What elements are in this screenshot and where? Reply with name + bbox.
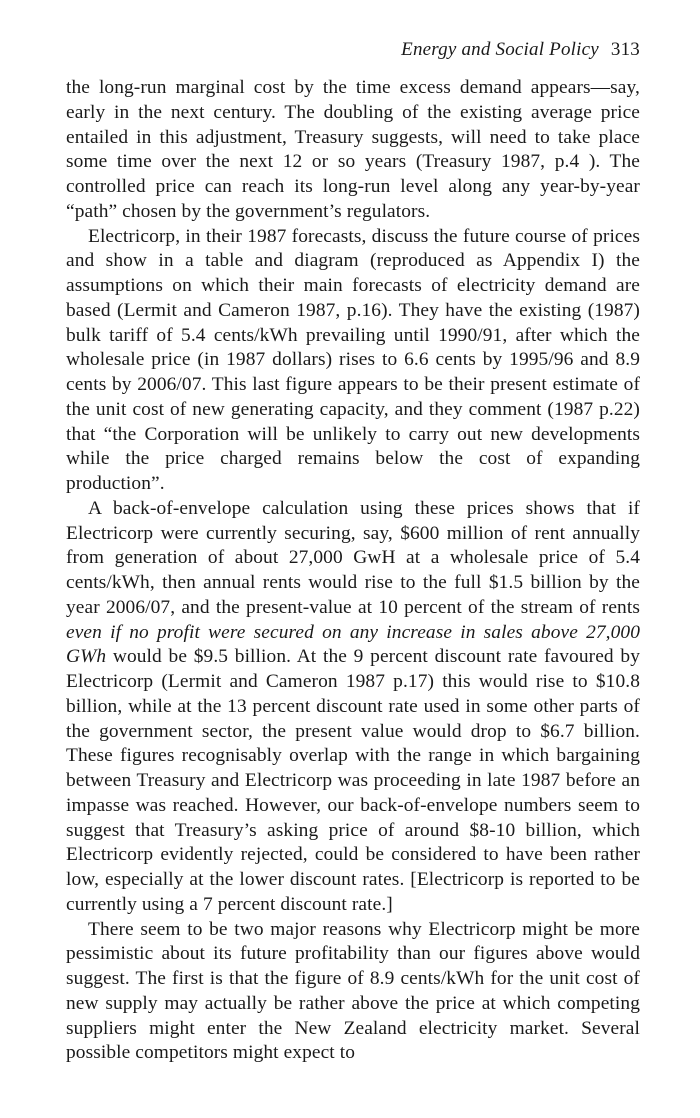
paragraph-1-text: the long-run marginal cost by the time excess demand appears—say, early in the next century. The doubling of the existing average price entailed in this adjustment, Treasury suggests, will need to take place some time over the next 12 or so years (Treasury 1987, p.4 ). The controlled price can reach its long-run level along any year-by-year “path” chosen by the government’s regulators.	[66, 77, 640, 222]
paragraph-3-emphasis: even if no profit were secured on any increase in sales above 27,000 GWh	[66, 621, 640, 668]
paragraph-2	[66, 225, 640, 497]
page-number: 313	[610, 39, 640, 60]
paragraph-4	[66, 918, 640, 1067]
paragraph-4-text: There seem to be two major reasons why Electricorp might be more pessimistic about its future profitability than our figures above would suggest. The first is that the figure of 8.9 cents/kWh for the unit cost of new supply may actually be rather above the price at which competing suppliers might enter the New Zealand electricity market. Several possible competitors might expect to	[66, 918, 640, 1064]
running-header	[66, 38, 640, 62]
paragraph-3-text-end: would be $9.5 billion. At the 9 percent discount rate favoured by Electricorp (Lermit and Cameron 1987 p.17) this would rise to $10.8 billion, while at the 13 percent discount rate used in some other parts of the government sector, the present value would drop to $6.7 billion. These figures recognisably overlap with the range in which bargaining between Treasury and Electricorp was proceeding in late 1987 before an impasse was reached. However, our back-of-envelope numbers seem to suggest that Treasury’s asking price of around $8-10 billion, which Electricorp evidently rejected, could be considered to have been rather low, especially at the lower discount rates. [Electricorp is reported to be currently using a 7 percent discount rate.]	[66, 646, 640, 915]
paragraph-1	[66, 76, 640, 225]
paragraph-3	[66, 497, 640, 918]
paragraph-2-text: Electricorp, in their 1987 forecasts, discuss the future course of prices and show in a table and diagram (reproduced as Appendix I) the assumptions on which their main forecasts of electricity demand are based (Lermit and Cameron 1987, p.16). They have the existing (1987) bulk tariff of 5.4 cents/kWh prevailing until 1990/91, after which the wholesale price (in 1987 dollars) rises to 6.6 cents by 1995/96 and 8.9 cents by 2006/07. This last figure appears to be their present estimate of the unit cost of new generating capacity, and they comment (1987 p.22) that “the Corporation will be unlikely to carry out new developments while the price charged remains below the cost of expanding production”.	[66, 225, 640, 494]
running-head-title: Energy and Social Policy	[401, 39, 599, 60]
paragraph-3-text-start: A back-of-envelope calculation using these prices shows that if Electricorp were currently securing, say, $600 million of rent annually from generation of about 27,000 GwH at a wholesale price of 5.4 cents/kWh, then annual rents would rise to the full $1.5 billion by the year 2006/07, and the present-value at 10 percent of the stream of rents	[66, 497, 640, 618]
book-page	[66, 38, 640, 1066]
